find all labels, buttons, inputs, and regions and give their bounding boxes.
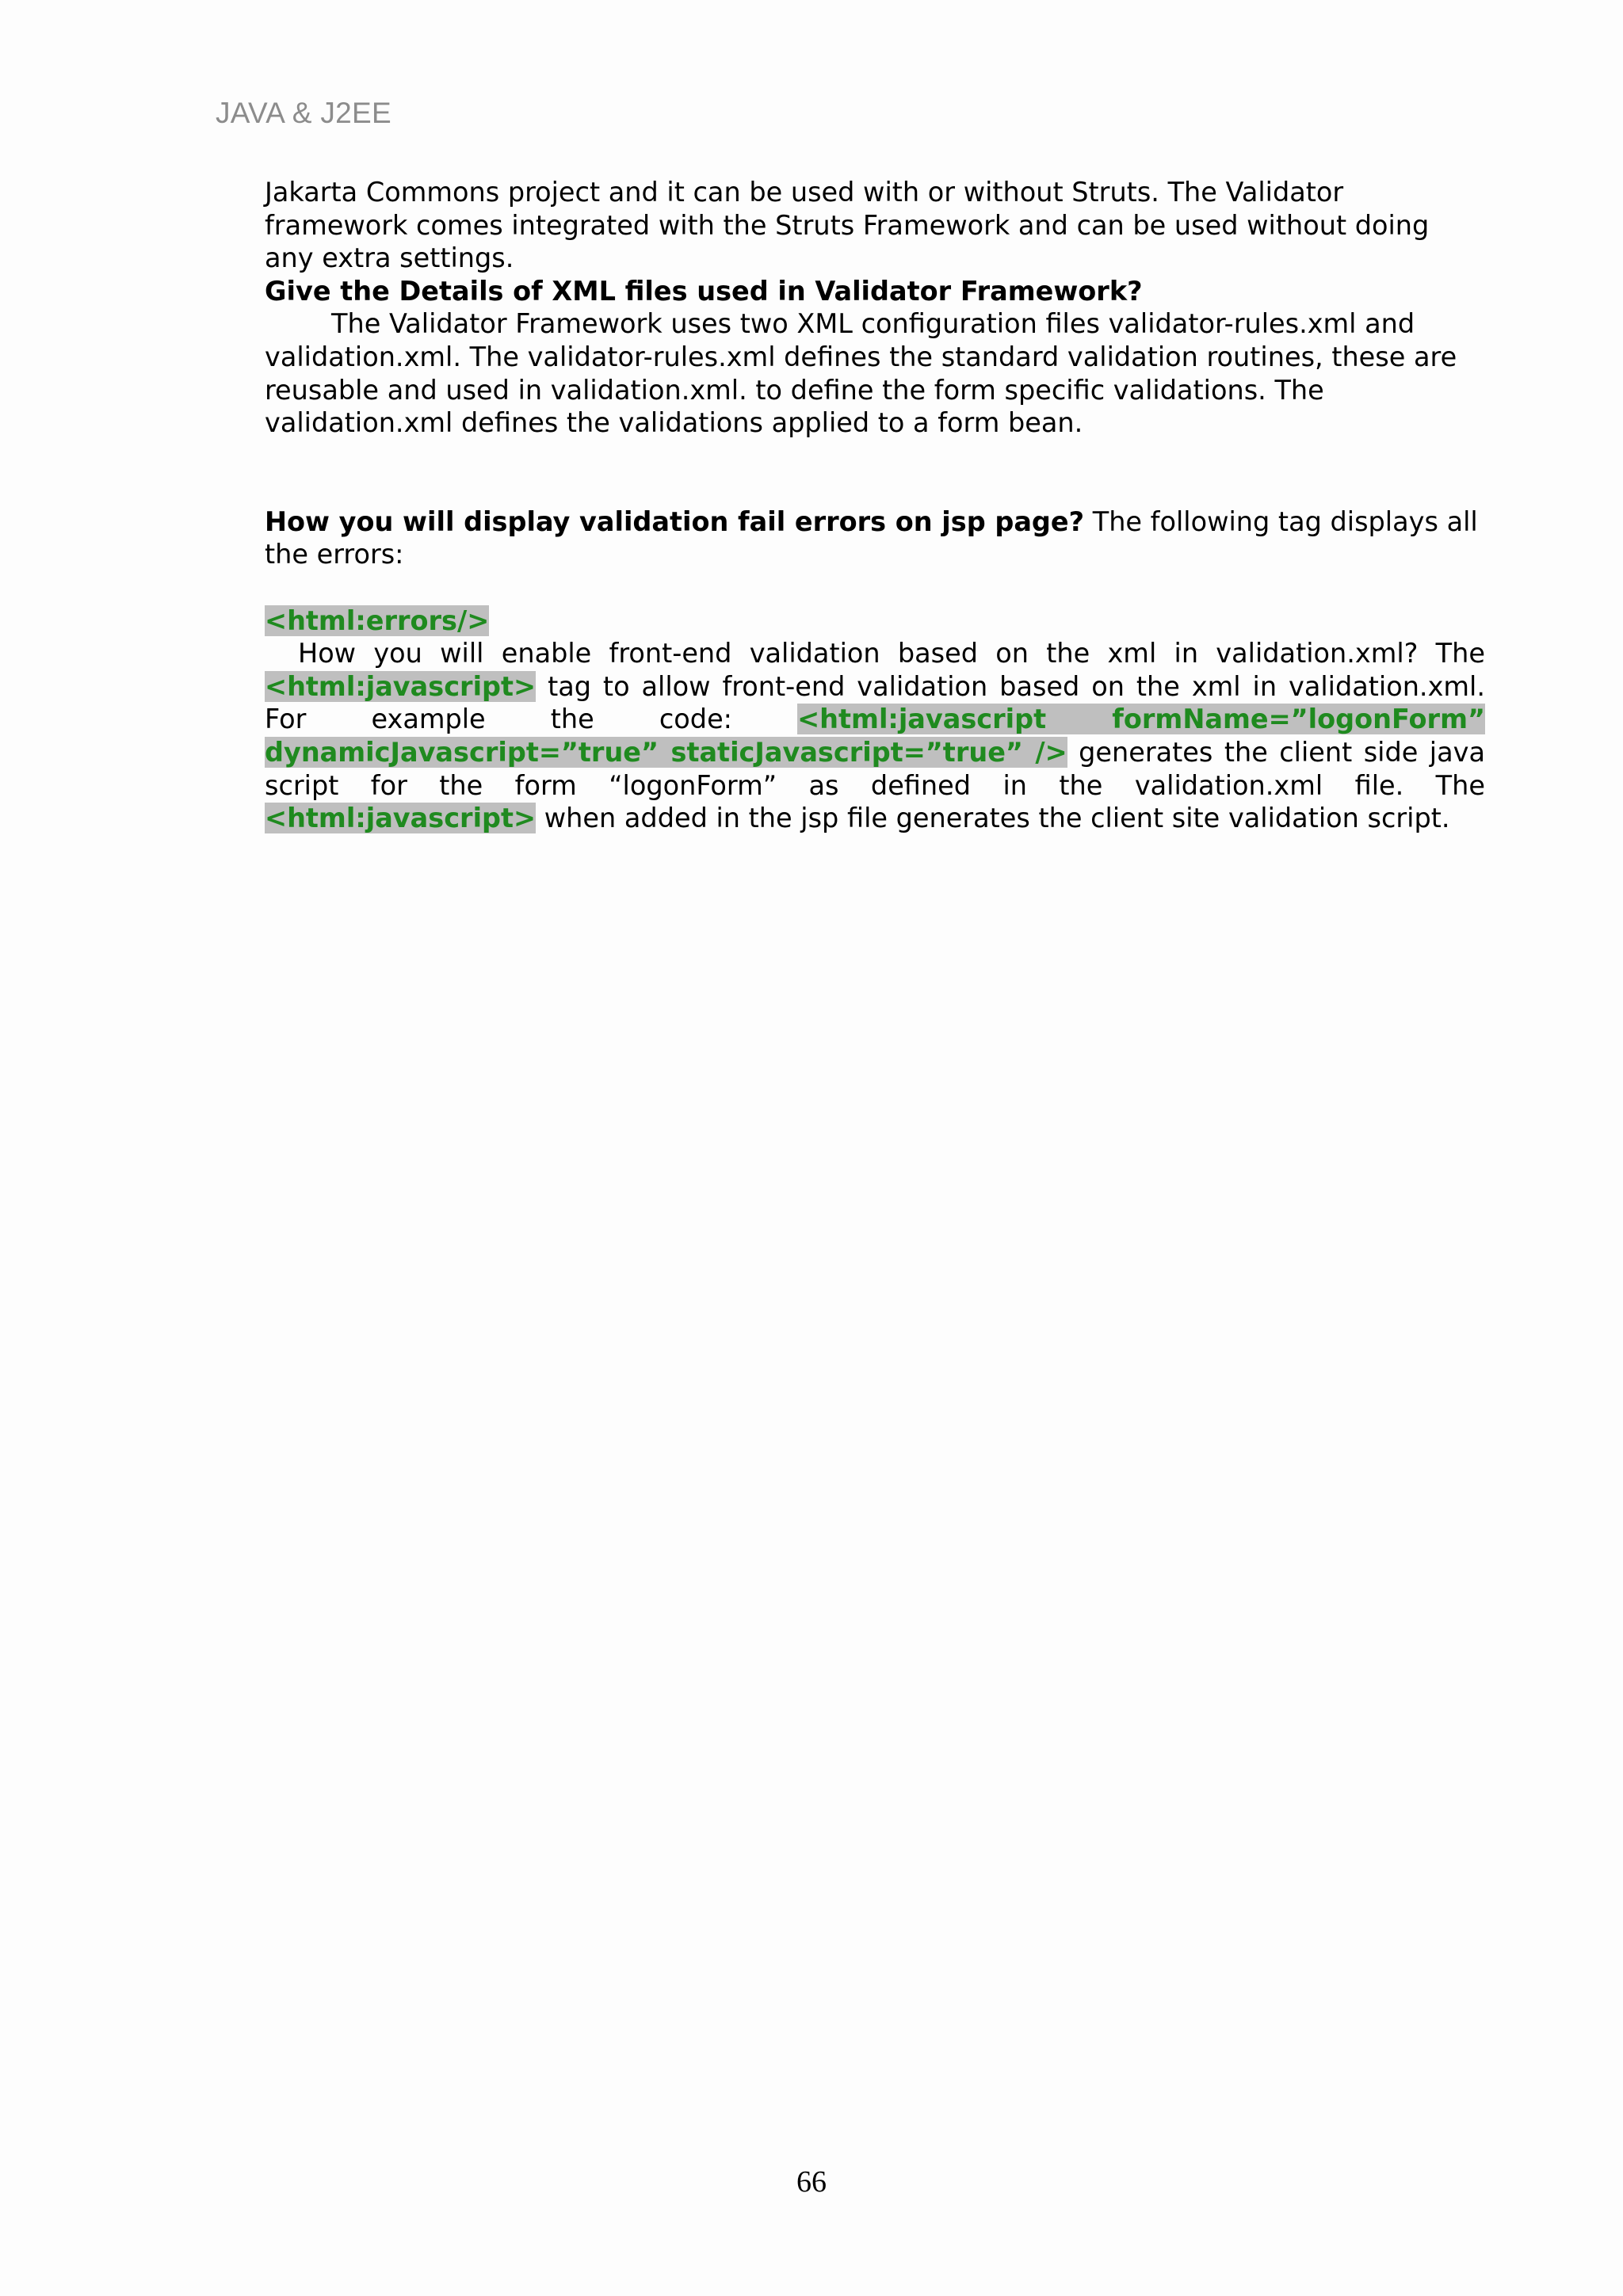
answer-display-errors: The following tag displays all the errors:	[265, 505, 1478, 570]
answer-xml-files: The Validator Framework uses two XML configuration files validator-rules.xml and validation.xml. The validator-rules.xml defines the standard validation routines, these are reusable and used in validation.xml. to define the form specific validations. The validation.xml defines the validations applied to a form bean.	[265, 308, 1457, 439]
code-errors-tag: <html:errors/>	[265, 605, 490, 636]
question-heading-display-errors: How you will display validation fail errors on jsp page?	[265, 505, 1085, 537]
code-errors-line	[265, 605, 1485, 638]
front-end-text-d: when added in the jsp file generates the client site validation script.	[536, 803, 1450, 834]
code-javascript-tag-2: <html:javascript>	[265, 803, 537, 834]
running-header: JAVA & J2EE	[216, 97, 391, 129]
body-text	[265, 176, 1485, 835]
page-number: 66	[796, 2165, 827, 2199]
front-end-text-b: tag to allow front-end validation based on the xml in validation.xml. For example the code:	[265, 670, 1485, 735]
front-end-text-a: How you will enable front-end validation based on the xml in validation.xml? The	[298, 638, 1485, 669]
intro-paragraph: Jakarta Commons project and it can be used with or without Struts. The Validator framework comes integrated with the Struts Framework and can be used without doing any extra settings.	[265, 177, 1430, 274]
spacer	[265, 440, 1485, 505]
front-end-text-c: generates the client side java script for the form “logonForm” as defined in the validation.xml file. The	[265, 736, 1485, 801]
spacer	[265, 571, 1485, 605]
question-heading-xml-files: Give the Details of XML files used in Validator Framework?	[265, 275, 1143, 307]
code-javascript-example: <html:javascript formName=”logonForm” dynamicJavascript=”true” staticJavascript=”true” />	[265, 704, 1485, 768]
question-display-errors	[265, 505, 1485, 571]
front-end-validation-paragraph	[265, 637, 1485, 835]
code-javascript-tag-1: <html:javascript>	[265, 670, 537, 702]
